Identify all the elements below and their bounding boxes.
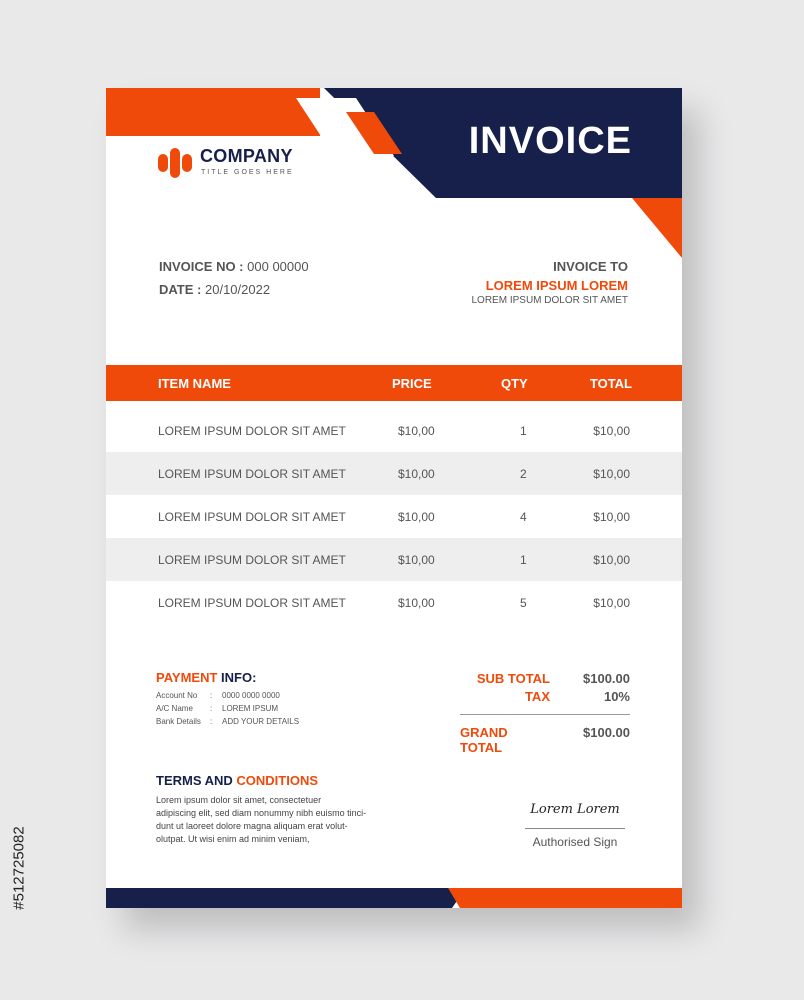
- row-item: LOREM IPSUM DOLOR SIT AMET: [158, 596, 346, 610]
- payment-sep: :: [210, 691, 213, 700]
- footer-navy-band: [106, 888, 466, 908]
- invoice-to: [471, 259, 628, 306]
- payment-row: [156, 704, 299, 717]
- row-item: LOREM IPSUM DOLOR SIT AMET: [158, 553, 346, 567]
- invoice-meta: [159, 259, 309, 305]
- table-body: [106, 409, 682, 624]
- invoice-sheet: [106, 88, 682, 908]
- payment-row: [156, 691, 299, 704]
- row-price: $10,00: [398, 424, 435, 438]
- terms-line: dunt ut laoreet dolore magna aliquam erat volut-: [156, 821, 348, 831]
- payment-key: Account No: [156, 691, 198, 700]
- grand-total-row: [460, 725, 630, 755]
- header-orange-corner: [632, 198, 682, 258]
- invoice-date-label: DATE :: [159, 282, 202, 297]
- row-qty: 4: [520, 510, 527, 524]
- payment-sep: :: [210, 717, 213, 726]
- header-total: TOTAL: [589, 376, 632, 391]
- row-item: LOREM IPSUM DOLOR SIT AMET: [158, 424, 346, 438]
- signature-label: Authorised Sign: [532, 835, 618, 849]
- table-row: [106, 581, 682, 624]
- totals-block: [460, 671, 630, 755]
- invoice-to-label: INVOICE TO: [553, 259, 628, 274]
- payment-key: A/C Name: [156, 704, 193, 713]
- invoice-to-name: LOREM IPSUM LOREM: [485, 278, 628, 293]
- rounded-capsule-logo-icon: [158, 148, 192, 178]
- payment-info: [156, 670, 299, 730]
- signature-line: [525, 828, 625, 829]
- tax-label: TAX: [524, 689, 550, 704]
- table-header: [106, 365, 682, 401]
- payment-sep: :: [210, 704, 213, 713]
- row-qty: 5: [520, 596, 527, 610]
- signature-script: Lorem Lorem: [530, 802, 620, 817]
- company-name: COMPANY: [200, 146, 293, 166]
- table-row: [106, 409, 682, 452]
- terms-section: [156, 773, 396, 846]
- payment-title: [156, 670, 299, 685]
- row-qty: 1: [520, 424, 527, 438]
- footer-orange-band: [448, 888, 682, 908]
- terms-line: olutpat. Ut wisi enim ad minim veniam,: [156, 834, 310, 844]
- table-row: [106, 538, 682, 581]
- table-row: [106, 452, 682, 495]
- document-title: INVOICE: [468, 120, 632, 162]
- header-item: ITEM NAME: [158, 376, 231, 391]
- grand-total-value: $100.00: [583, 725, 630, 740]
- terms-line: adipiscing elit, sed diam nonummy nibh euismo tinci-: [156, 808, 367, 818]
- header-price: PRICE: [392, 376, 432, 391]
- signature-block: [520, 802, 630, 849]
- table-row: [106, 495, 682, 538]
- grand-total-label: GRAND TOTAL: [460, 725, 508, 755]
- payment-value: 0000 0000 0000: [222, 691, 280, 700]
- row-item: LOREM IPSUM DOLOR SIT AMET: [158, 467, 346, 481]
- terms-body: [156, 794, 396, 846]
- row-qty: 2: [520, 467, 527, 481]
- row-price: $10,00: [398, 510, 435, 524]
- company-tagline: TITLE GOES HERE: [201, 169, 294, 176]
- payment-title-accent: PAYMENT: [156, 670, 218, 685]
- row-total: $10,00: [593, 467, 630, 481]
- terms-line: Lorem ipsum dolor sit amet, consectetuer: [156, 795, 322, 805]
- subtotal-label: SUB TOTAL: [476, 671, 550, 686]
- invoice-date-row: [159, 282, 309, 305]
- row-total: $10,00: [593, 510, 630, 524]
- invoice-date-value: 20/10/2022: [205, 282, 271, 297]
- header-qty: QTY: [501, 376, 528, 391]
- tax-row: [460, 689, 630, 707]
- payment-row: [156, 717, 299, 730]
- row-qty: 1: [520, 553, 527, 567]
- invoice-number-row: [159, 259, 309, 282]
- terms-title-main: TERMS AND: [156, 773, 237, 788]
- header-orange-band: [106, 88, 320, 136]
- row-total: $10,00: [593, 424, 630, 438]
- payment-key: Bank Details: [156, 717, 201, 726]
- invoice-number-value: 000 00000: [247, 259, 309, 274]
- row-total: $10,00: [593, 553, 630, 567]
- invoice-to-address: LOREM IPSUM DOLOR SIT AMET: [471, 295, 628, 306]
- row-price: $10,00: [398, 467, 435, 481]
- payment-value: LOREM IPSUM: [222, 704, 279, 713]
- payment-value: ADD YOUR DETAILS: [222, 717, 300, 726]
- company-logo: [158, 146, 368, 186]
- stock-id-sidebar: [4, 760, 34, 975]
- subtotal-value: $100.00: [583, 671, 630, 686]
- row-total: $10,00: [593, 596, 630, 610]
- subtotal-row: [460, 671, 630, 689]
- row-item: LOREM IPSUM DOLOR SIT AMET: [158, 510, 346, 524]
- row-price: $10,00: [398, 596, 435, 610]
- totals-divider: [460, 714, 630, 715]
- terms-title-accent: CONDITIONS: [236, 773, 319, 788]
- row-price: $10,00: [398, 553, 435, 567]
- stock-id-text: #512725082: [10, 825, 28, 910]
- payment-title-rest: INFO:: [217, 670, 257, 685]
- invoice-number-label: INVOICE NO :: [159, 259, 244, 274]
- tax-value: 10%: [603, 689, 630, 704]
- terms-title: [156, 773, 396, 788]
